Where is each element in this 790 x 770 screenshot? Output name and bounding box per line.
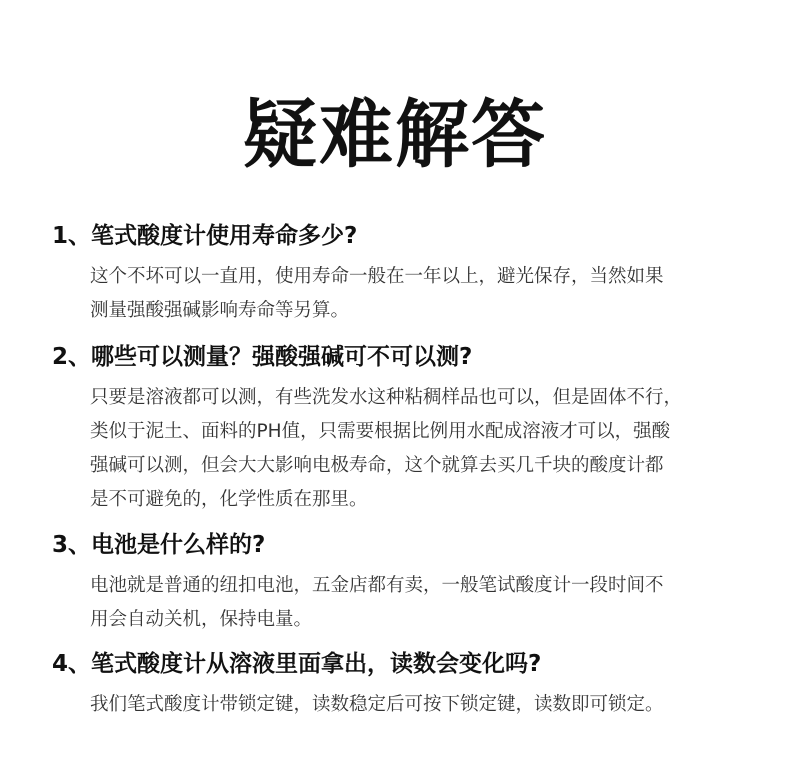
faq-answer-line: 用会自动关机，保持电量。 [90,609,313,630]
faq-item-1 [52,220,762,328]
faq-answer-line: 测量强酸强碱影响寿命等另算。 [90,300,350,321]
faq-answer-line: 是不可避免的，化学性质在那里。 [90,489,368,510]
faq-answer-line: 强碱可以测，但会大大影响电极寿命，这个就算去买几千块的酸度计都 [90,455,664,476]
faq-answer [90,688,750,722]
faq-item-4 [52,648,762,722]
page-title: 疑难解答 [243,92,547,178]
faq-answer-line: 我们笔式酸度计带锁定键，读数稳定后可按下锁定键，读数即可锁定。 [90,694,664,715]
faq-answer-line: 类似于泥土、面料的PH值，只需要根据比例用水配成溶液才可以，强酸 [90,421,671,442]
faq-answer [90,260,750,328]
faq-question: 4、笔式酸度计从溶液里面拿出，读数会变化吗? [52,651,542,677]
faq-answer [90,569,750,637]
faq-item-3 [52,529,762,637]
faq-answer-line: 只要是溶液都可以测，有些洗发水这种粘稠样品也可以，但是固体不行， [90,387,683,408]
faq-item-2 [52,341,762,517]
faq-question: 2、哪些可以测量？强酸强碱可不可以测? [52,344,473,370]
faq-question: 3、电池是什么样的? [52,532,266,558]
faq-answer-line: 电池就是普通的纽扣电池，五金店都有卖，一般笔试酸度计一段时间不 [90,575,664,596]
faq-question: 1、笔式酸度计使用寿命多少? [52,223,358,249]
faq-answer [90,381,750,517]
faq-answer-line: 这个不坏可以一直用，使用寿命一般在一年以上，避光保存，当然如果 [90,266,664,287]
